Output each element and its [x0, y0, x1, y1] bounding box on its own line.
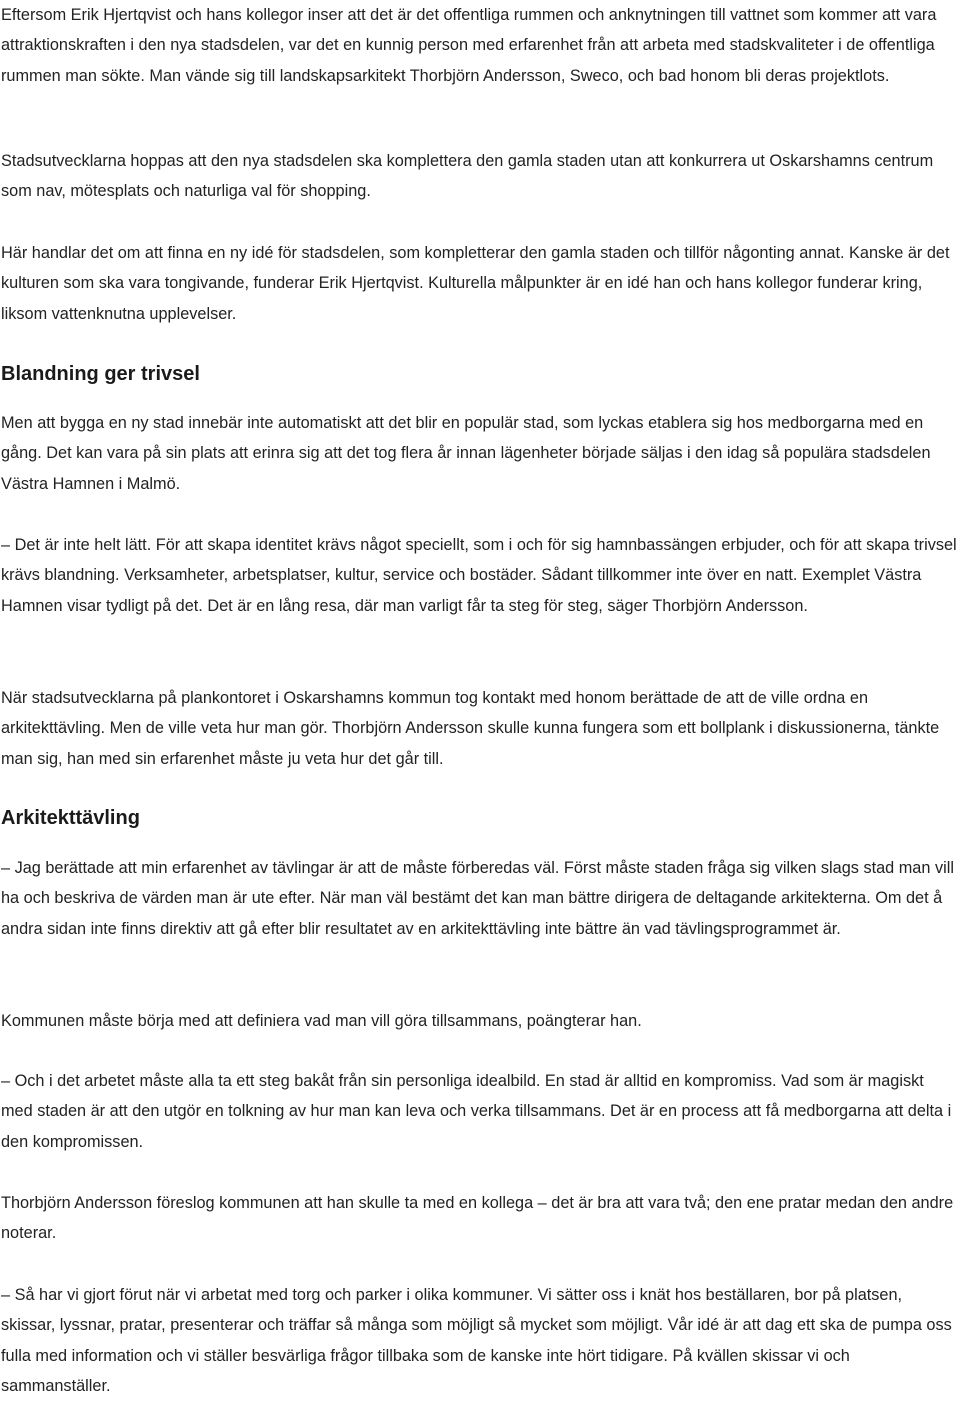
- paragraph-2: Stadsutvecklarna hoppas att den nya stadsdelen ska komplettera den gamla staden utan att konkurrera ut Oskarshamns centrum som nav, mötesplats och naturliga val för shopping.: [1, 152, 934, 201]
- paragraph-11: – Så har vi gjort förut när vi arbetat med torg och parker i olika kommuner. Vi sätter oss i knät hos beställaren, bor på platsen, skissar, lyssnar, pratar, presenterar och träffar så många som möjligt så mycket som möjligt. Vår idé är att dag ett ska de pumpa oss fulla med information och vi ställer besvärliga frågor tillbaka som de kanske inte hört tidigare. På kvällen skissar vi och sammanställer.: [1, 1286, 952, 1396]
- paragraph-3: Här handlar det om att finna en ny idé för stadsdelen, som kompletterar den gamla staden och tillför någonting annat. Kanske är det kulturen som ska vara tongivande, funderar Erik Hjertqvist. Kulturella målpunkter är en idé han och hans kollegor funderar kring, liksom vattenknutna upplevelser.: [1, 244, 950, 323]
- paragraph-5: – Det är inte helt lätt. För att skapa identitet krävs något speciellt, som i och för sig hamnbassängen erbjuder, och för att skapa trivsel krävs blandning. Verksamheter, arbetsplatser, kultur, service och bostäder. Sådant tillkommer inte över en natt. Exemplet Västra Hamnen visar tydligt på det. Det är en lång resa, där man varligt får ta steg för steg, säger Thorbjörn Andersson.: [1, 536, 957, 615]
- paragraph-1: Eftersom Erik Hjertqvist och hans kollegor inser att det är det offentliga rummen och anknytningen till vattnet som kommer att vara attraktionskraften i den nya stadsdelen, var det en kunnig person med erfarenhet från att arbeta med stadskvaliteter i de offentliga rummen man sökte. Man vände sig till landskapsarkitekt Thorbjörn Andersson, Sweco, och bad honom bli deras projektlots.: [1, 6, 937, 85]
- section-heading-arkitekttavling: Arkitekttävling: [1, 807, 140, 829]
- paragraph-6: När stadsutvecklarna på plankontoret i Oskarshamns kommun tog kontakt med honom berättade de att de ville ordna en arkitekttävling. Men de ville veta hur man gör. Thorbjörn Andersson skulle kunna fungera som ett bollplank i diskussionerna, tänkte man sig, han med sin erfarenhet måste ju veta hur det går till.: [1, 689, 940, 768]
- paragraph-9: – Och i det arbetet måste alla ta ett steg bakåt från sin personliga idealbild. En stad är alltid en kompromiss. Vad som är magiskt med staden är att den utgör en tolkning av hur man kan leva och verka tillsammans. Det är en process att få medborgarna att delta i den kompromissen.: [1, 1072, 952, 1151]
- paragraph-4: Men att bygga en ny stad innebär inte automatiskt att det blir en populär stad, som lyckas etablera sig hos medborgarna med en gång. Det kan vara på sin plats att erinra sig att det tog flera år innan lägenheter började säljas i den idag så populära stadsdelen Västra Hamnen i Malmö.: [1, 414, 931, 493]
- paragraph-7: – Jag berättade att min erfarenhet av tävlingar är att de måste förberedas väl. Först måste staden fråga sig vilken slags stad man vill ha och beskriva de värden man är ute efter. När man väl bestämt det kan man bättre dirigera de deltagande arkitekterna. Om det å andra sidan inte finns direktiv att gå efter blir resultatet av en arkitekttävling inte bättre än vad tävlingsprogrammet är.: [1, 859, 954, 938]
- section-heading-blandning: Blandning ger trivsel: [1, 363, 200, 385]
- paragraph-8: Kommunen måste börja med att definiera vad man vill göra tillsammans, poängterar han.: [1, 1012, 642, 1030]
- paragraph-10: Thorbjörn Andersson föreslog kommunen att han skulle ta med en kollega – det är bra att vara två; den ene pratar medan den andre noterar.: [1, 1194, 954, 1243]
